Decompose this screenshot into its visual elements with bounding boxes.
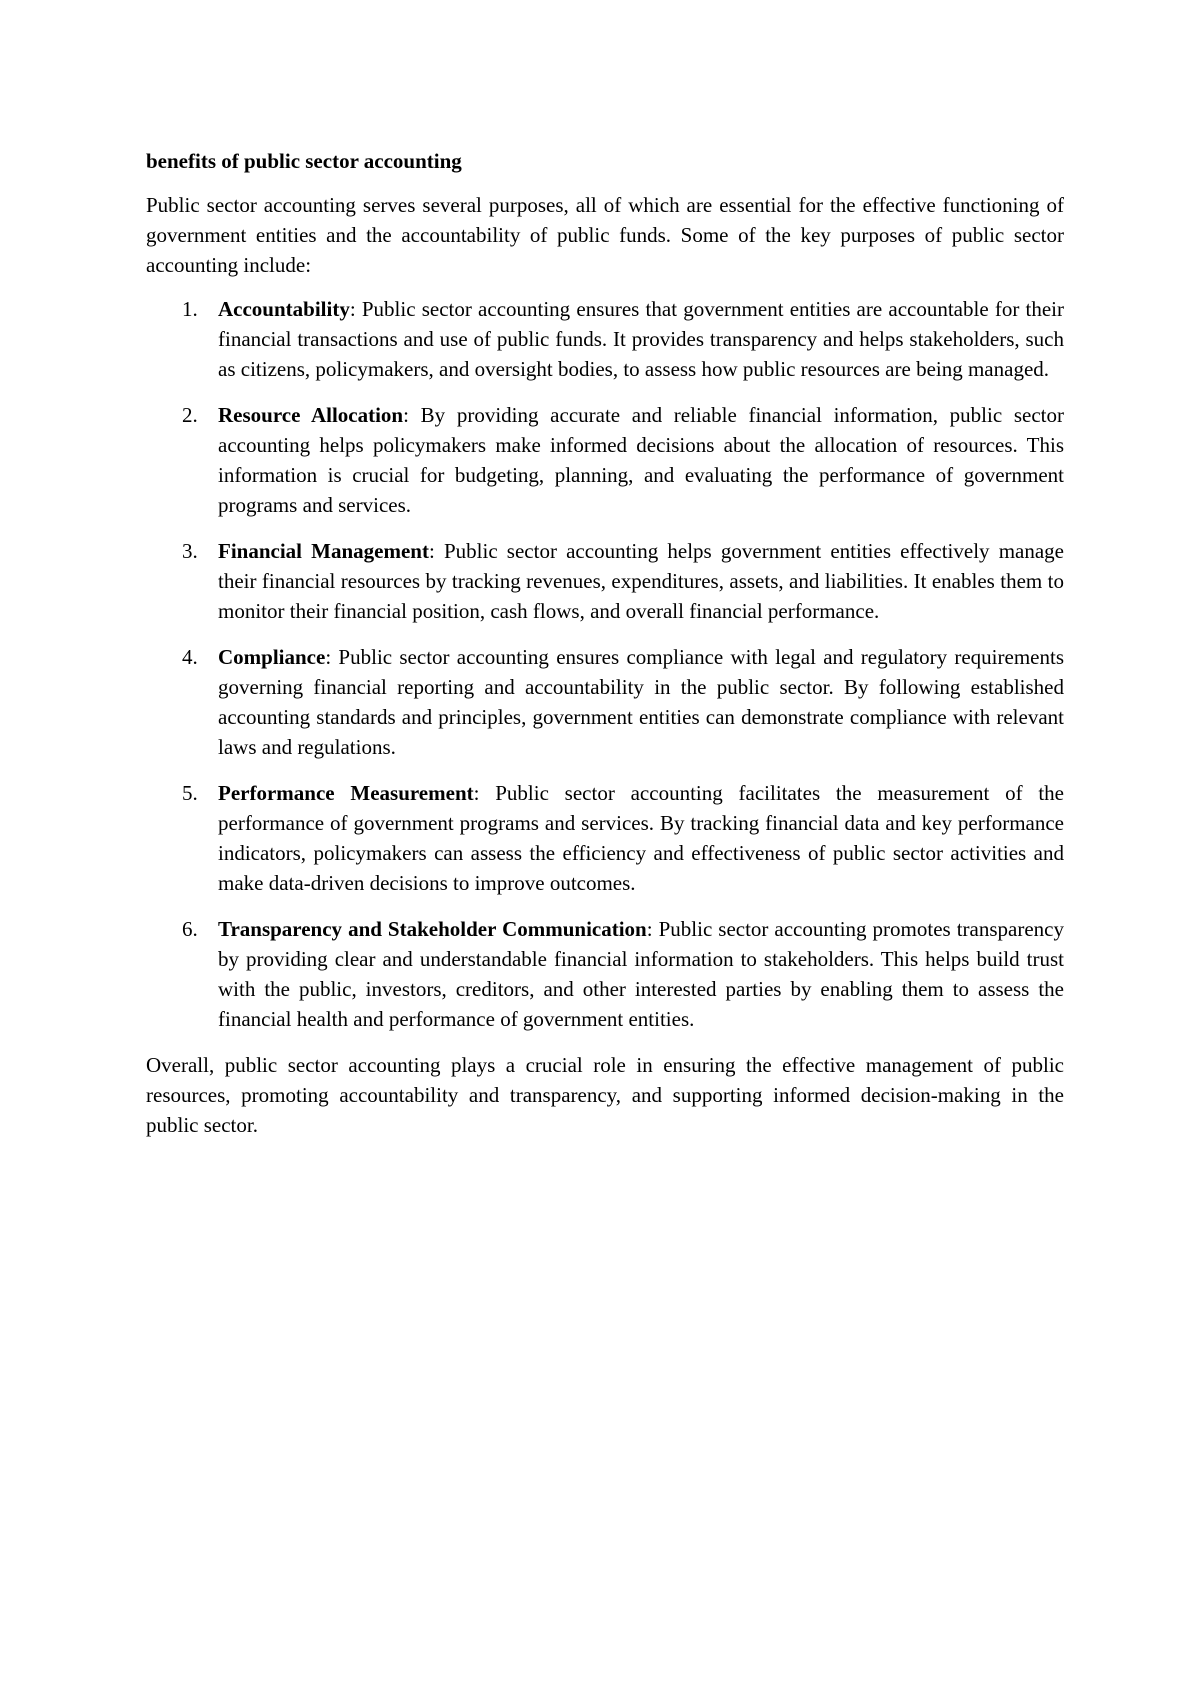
purpose-list-item bbox=[146, 778, 1064, 898]
document-page bbox=[146, 146, 1064, 1140]
purpose-list-item bbox=[146, 294, 1064, 384]
item-number: 5. bbox=[182, 781, 198, 805]
purpose-list-item bbox=[146, 642, 1064, 762]
item-text: : Public sector accounting promotes transparency by providing clear and understandable financial information to stakeholders. This helps build trust with the public, investors, creditors, and other interested parties by enabling them to assess the financial health and performance of government entities. bbox=[218, 917, 1064, 1031]
item-text: : Public sector accounting facilitates the measurement of the performance of government programs and services. By tracking financial data and key performance indicators, policymakers can assess the efficiency and effectiveness of public sector activities and make data-driven decisions to improve outcomes. bbox=[218, 781, 1065, 895]
item-term: Compliance bbox=[218, 645, 326, 669]
item-number: 3. bbox=[182, 539, 198, 563]
intro-paragraph: Public sector accounting serves several purposes, all of which are essential for the effective functioning of government entities and the accountability of public funds. Some of the key purposes of public sector accounting include: bbox=[146, 193, 1064, 277]
purpose-list-item bbox=[146, 400, 1064, 520]
conclusion-paragraph: Overall, public sector accounting plays a crucial role in ensuring the effective management of public resources, promoting accountability and transparency, and supporting informed decision-making in the public sector. bbox=[146, 1053, 1064, 1137]
item-text: : Public sector accounting ensures compliance with legal and regulatory requirements governing financial reporting and accountability in the public sector. By following established accounting standards and principles, government entities can demonstrate compliance with relevant laws and regulations. bbox=[218, 645, 1064, 759]
purpose-list-item bbox=[146, 914, 1064, 1034]
item-term: Accountability bbox=[218, 297, 350, 321]
item-term: Financial Management bbox=[218, 539, 429, 563]
item-text: : Public sector accounting ensures that government entities are accountable for their financial transactions and use of public funds. It provides transparency and helps stakeholders, such as citizens, policymakers, and oversight bodies, to assess how public resources are being managed. bbox=[218, 297, 1064, 381]
item-number: 2. bbox=[182, 403, 198, 427]
item-term: Transparency and Stakeholder Communication bbox=[218, 917, 647, 941]
item-number: 6. bbox=[182, 917, 198, 941]
item-term: Resource Allocation bbox=[218, 403, 404, 427]
document-title: benefits of public sector accounting bbox=[146, 149, 462, 173]
purpose-list bbox=[146, 294, 1064, 1034]
item-text: : By providing accurate and reliable financial information, public sector accounting helps policymakers make informed decisions about the allocation of resources. This information is crucial for budgeting, planning, and evaluating the performance of government programs and services. bbox=[218, 403, 1064, 517]
item-text: : Public sector accounting helps government entities effectively manage their financial resources by tracking revenues, expenditures, assets, and liabilities. It enables them to monitor their financial position, cash flows, and overall financial performance. bbox=[218, 539, 1064, 623]
item-number: 4. bbox=[182, 645, 198, 669]
item-term: Performance Measurement bbox=[218, 781, 474, 805]
purpose-list-item bbox=[146, 536, 1064, 626]
item-number: 1. bbox=[182, 297, 198, 321]
